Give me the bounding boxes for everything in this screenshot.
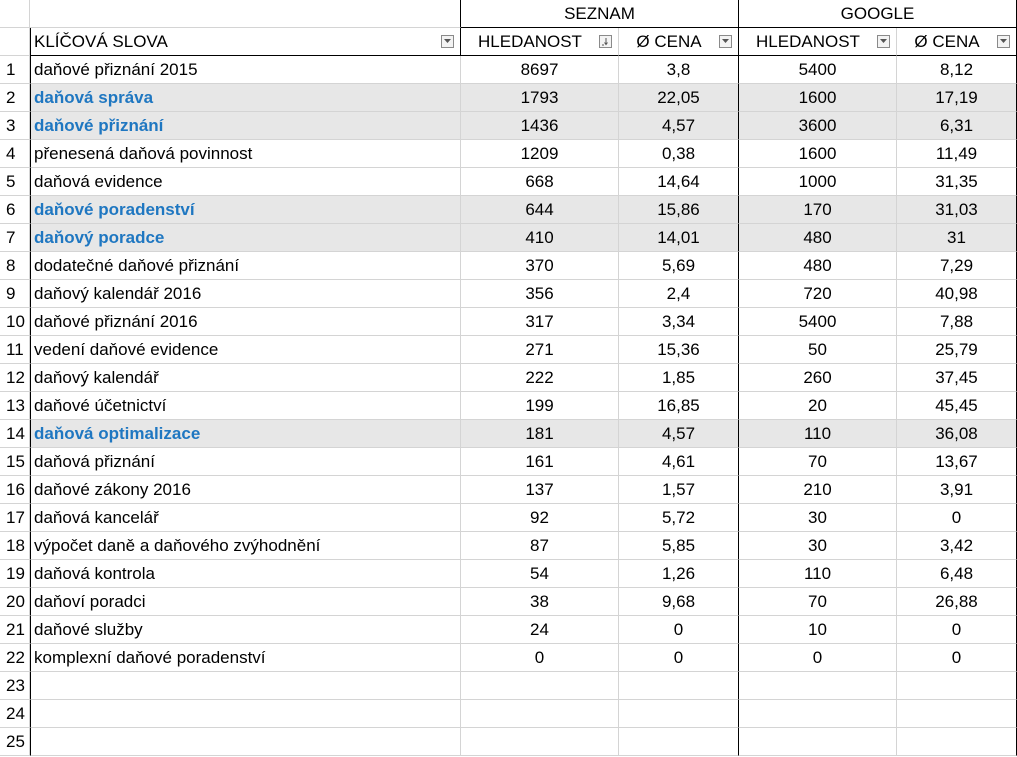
google-searches-cell[interactable]: 260 [739,364,897,392]
keyword-cell[interactable]: daňová správa [30,84,461,112]
row-number[interactable]: 25 [0,728,30,756]
seznam-price-cell[interactable]: 9,68 [619,588,739,616]
row-number[interactable]: 2 [0,84,30,112]
row-number[interactable]: 17 [0,504,30,532]
keyword-cell[interactable]: daňový kalendář [30,364,461,392]
table-row [0,616,1017,644]
google-searches-cell[interactable]: 1000 [739,168,897,196]
row-number[interactable]: 14 [0,420,30,448]
seznam-price-cell[interactable] [619,728,739,756]
seznam-searches-cell[interactable]: 38 [461,588,619,616]
table-row [0,644,1017,672]
seznam-searches-cell[interactable]: 370 [461,252,619,280]
keyword-cell[interactable]: daňové přiznání 2015 [30,56,461,84]
row-number[interactable]: 23 [0,672,30,700]
keyword-cell[interactable]: daňové zákony 2016 [30,476,461,504]
row-number[interactable]: 6 [0,196,30,224]
seznam-price-cell[interactable]: 15,36 [619,336,739,364]
seznam-searches-cell[interactable]: 24 [461,616,619,644]
table-row [0,224,1017,252]
seznam-price-cell[interactable]: 4,57 [619,420,739,448]
table-row [0,448,1017,476]
sort-descending-icon[interactable] [599,35,612,48]
google-price-cell[interactable]: 31 [897,224,1017,252]
filter-dropdown-icon[interactable] [441,35,454,48]
google-price-header[interactable] [897,28,1017,56]
google-searches-cell[interactable]: 480 [739,252,897,280]
keyword-cell[interactable]: výpočet daně a daňového zvýhodnění [30,532,461,560]
google-price-cell[interactable]: 36,08 [897,420,1017,448]
table-row [0,476,1017,504]
row-number[interactable]: 13 [0,392,30,420]
seznam-searches-cell[interactable]: 1209 [461,140,619,168]
google-price-cell[interactable]: 40,98 [897,280,1017,308]
google-price-cell[interactable]: 7,29 [897,252,1017,280]
seznam-price-cell[interactable] [619,672,739,700]
table-row [0,56,1017,84]
google-price-cell[interactable]: 37,45 [897,364,1017,392]
table-row [0,84,1017,112]
seznam-price-cell[interactable]: 1,57 [619,476,739,504]
row-number[interactable]: 9 [0,280,30,308]
table-row [0,308,1017,336]
seznam-searches-cell[interactable]: 137 [461,476,619,504]
table-row [0,168,1017,196]
seznam-price-cell[interactable]: 5,72 [619,504,739,532]
keyword-cell[interactable]: daňové účetnictví [30,392,461,420]
google-searches-cell[interactable]: 30 [739,504,897,532]
seznam-searches-cell[interactable]: 1436 [461,112,619,140]
seznam-searches-cell[interactable] [461,700,619,728]
row-number[interactable]: 7 [0,224,30,252]
seznam-searches-cell[interactable]: 356 [461,280,619,308]
seznam-searches-cell[interactable]: 410 [461,224,619,252]
seznam-price-cell[interactable]: 22,05 [619,84,739,112]
seznam-searches-cell[interactable]: 0 [461,644,619,672]
row-number[interactable]: 16 [0,476,30,504]
row-number-cell[interactable] [0,0,30,28]
seznam-group-header[interactable]: SEZNAM [461,0,739,28]
google-searches-cell[interactable]: 1600 [739,140,897,168]
row-number[interactable]: 24 [0,700,30,728]
keyword-cell[interactable]: daňový kalendář 2016 [30,280,461,308]
keyword-cell[interactable]: daňová přiznání [30,448,461,476]
google-price-cell[interactable]: 26,88 [897,588,1017,616]
keyword-cell[interactable]: daňové poradenství [30,196,461,224]
row-number[interactable]: 18 [0,532,30,560]
column-header-row [0,28,1017,56]
table-row [0,560,1017,588]
table-row [0,392,1017,420]
seznam-searches-cell[interactable]: 317 [461,308,619,336]
google-searches-cell[interactable]: 110 [739,560,897,588]
google-price-cell[interactable]: 0 [897,504,1017,532]
seznam-searches-cell[interactable]: 181 [461,420,619,448]
table-row [0,532,1017,560]
keyword-cell[interactable]: vedení daňové evidence [30,336,461,364]
google-searches-cell[interactable] [739,728,897,756]
keyword-cell[interactable] [30,700,461,728]
google-searches-cell[interactable] [739,700,897,728]
google-searches-cell[interactable]: 70 [739,448,897,476]
seznam-price-cell[interactable]: 2,4 [619,280,739,308]
seznam-price-cell[interactable]: 4,61 [619,448,739,476]
google-price-cell[interactable]: 6,48 [897,560,1017,588]
seznam-searches-cell[interactable]: 644 [461,196,619,224]
google-searches-cell[interactable]: 5400 [739,308,897,336]
seznam-searches-header[interactable] [461,28,619,56]
keyword-cell[interactable]: komplexní daňové poradenství [30,644,461,672]
google-price-cell[interactable]: 45,45 [897,392,1017,420]
seznam-price-header-label: Ø CENA [636,31,702,51]
google-price-cell[interactable]: 17,19 [897,84,1017,112]
keyword-cell[interactable]: daňový poradce [30,224,461,252]
table-row [0,588,1017,616]
keyword-cell[interactable]: přenesená daňová povinnost [30,140,461,168]
keyword-cell[interactable] [30,672,461,700]
table-row [0,280,1017,308]
seznam-searches-cell[interactable]: 92 [461,504,619,532]
table-row [0,504,1017,532]
group-header-row [0,0,1017,28]
row-number[interactable]: 8 [0,252,30,280]
google-searches-cell[interactable]: 480 [739,224,897,252]
table-row [0,728,1017,756]
google-price-cell[interactable]: 31,35 [897,168,1017,196]
google-price-cell[interactable]: 3,42 [897,532,1017,560]
google-price-cell[interactable] [897,672,1017,700]
keyword-header-label: KLÍČOVÁ SLOVA [34,31,168,51]
seznam-searches-cell[interactable]: 8697 [461,56,619,84]
seznam-price-cell[interactable] [619,700,739,728]
google-searches-cell[interactable]: 20 [739,392,897,420]
keyword-cell[interactable]: daňoví poradci [30,588,461,616]
keyword-cell[interactable]: daňová kontrola [30,560,461,588]
table-row [0,420,1017,448]
seznam-price-cell[interactable]: 5,85 [619,532,739,560]
keyword-cell[interactable]: daňové přiznání 2016 [30,308,461,336]
seznam-searches-cell[interactable]: 271 [461,336,619,364]
google-price-cell[interactable]: 13,67 [897,448,1017,476]
google-price-cell[interactable]: 8,12 [897,56,1017,84]
keyword-cell[interactable]: daňové přiznání [30,112,461,140]
table-row [0,672,1017,700]
row-number[interactable]: 12 [0,364,30,392]
table-row [0,336,1017,364]
google-group-header[interactable]: GOOGLE [739,0,1017,28]
seznam-price-cell[interactable]: 14,64 [619,168,739,196]
row-number[interactable]: 22 [0,644,30,672]
seznam-searches-cell[interactable] [461,672,619,700]
seznam-price-cell[interactable]: 3,8 [619,56,739,84]
google-price-cell[interactable]: 6,31 [897,112,1017,140]
seznam-searches-cell[interactable] [461,728,619,756]
seznam-price-cell[interactable]: 1,85 [619,364,739,392]
seznam-price-cell[interactable]: 14,01 [619,224,739,252]
keyword-cell[interactable]: daňová evidence [30,168,461,196]
google-searches-cell[interactable]: 170 [739,196,897,224]
filter-dropdown-icon[interactable] [719,35,732,48]
google-searches-cell[interactable]: 50 [739,336,897,364]
google-searches-header-label: HLEDANOST [756,31,860,51]
seznam-searches-cell[interactable]: 87 [461,532,619,560]
table-row [0,140,1017,168]
empty-cell[interactable] [30,0,461,28]
google-searches-cell[interactable]: 10 [739,616,897,644]
seznam-price-cell[interactable]: 0 [619,644,739,672]
google-searches-cell[interactable] [739,672,897,700]
seznam-searches-cell[interactable]: 1793 [461,84,619,112]
seznam-price-cell[interactable]: 0,38 [619,140,739,168]
keyword-cell[interactable] [30,728,461,756]
google-price-cell[interactable]: 31,03 [897,196,1017,224]
seznam-price-cell[interactable]: 16,85 [619,392,739,420]
google-searches-cell[interactable]: 1600 [739,84,897,112]
google-searches-cell[interactable]: 0 [739,644,897,672]
keyword-cell[interactable]: dodatečné daňové přiznání [30,252,461,280]
google-price-cell[interactable]: 11,49 [897,140,1017,168]
row-number[interactable]: 1 [0,56,30,84]
seznam-price-cell[interactable]: 4,57 [619,112,739,140]
google-price-cell[interactable] [897,728,1017,756]
seznam-searches-cell[interactable]: 222 [461,364,619,392]
keyword-cell[interactable]: daňová optimalizace [30,420,461,448]
keyword-cell[interactable]: daňová kancelář [30,504,461,532]
google-searches-cell[interactable]: 30 [739,532,897,560]
google-price-cell[interactable]: 7,88 [897,308,1017,336]
google-price-cell[interactable]: 0 [897,616,1017,644]
row-number[interactable]: 4 [0,140,30,168]
keyword-header[interactable] [30,28,461,56]
table-row [0,700,1017,728]
seznam-searches-cell[interactable]: 199 [461,392,619,420]
seznam-searches-cell[interactable]: 54 [461,560,619,588]
filter-dropdown-icon[interactable] [997,35,1010,48]
keyword-cell[interactable]: daňové služby [30,616,461,644]
google-searches-cell[interactable]: 3600 [739,112,897,140]
seznam-price-cell[interactable]: 0 [619,616,739,644]
row-number[interactable]: 15 [0,448,30,476]
row-number-cell[interactable] [0,28,30,56]
row-number[interactable]: 5 [0,168,30,196]
google-searches-cell[interactable]: 720 [739,280,897,308]
table-row [0,112,1017,140]
table-row [0,196,1017,224]
seznam-price-cell[interactable]: 5,69 [619,252,739,280]
google-price-header-label: Ø CENA [914,31,980,51]
google-searches-cell[interactable]: 70 [739,588,897,616]
row-number[interactable]: 10 [0,308,30,336]
row-number[interactable]: 3 [0,112,30,140]
google-price-cell[interactable]: 0 [897,644,1017,672]
google-price-cell[interactable] [897,700,1017,728]
seznam-price-cell[interactable]: 15,86 [619,196,739,224]
row-number[interactable]: 21 [0,616,30,644]
row-number[interactable]: 19 [0,560,30,588]
seznam-searches-header-label: HLEDANOST [478,31,582,51]
seznam-price-cell[interactable]: 3,34 [619,308,739,336]
google-searches-cell[interactable]: 110 [739,420,897,448]
google-searches-cell[interactable]: 5400 [739,56,897,84]
seznam-searches-cell[interactable]: 668 [461,168,619,196]
seznam-searches-cell[interactable]: 161 [461,448,619,476]
seznam-price-cell[interactable]: 1,26 [619,560,739,588]
row-number[interactable]: 20 [0,588,30,616]
table-row [0,252,1017,280]
google-price-cell[interactable]: 25,79 [897,336,1017,364]
table-row [0,364,1017,392]
google-price-cell[interactable]: 3,91 [897,476,1017,504]
google-searches-cell[interactable]: 210 [739,476,897,504]
row-number[interactable]: 11 [0,336,30,364]
filter-dropdown-icon[interactable] [877,35,890,48]
seznam-price-header[interactable] [619,28,739,56]
google-searches-header[interactable] [739,28,897,56]
